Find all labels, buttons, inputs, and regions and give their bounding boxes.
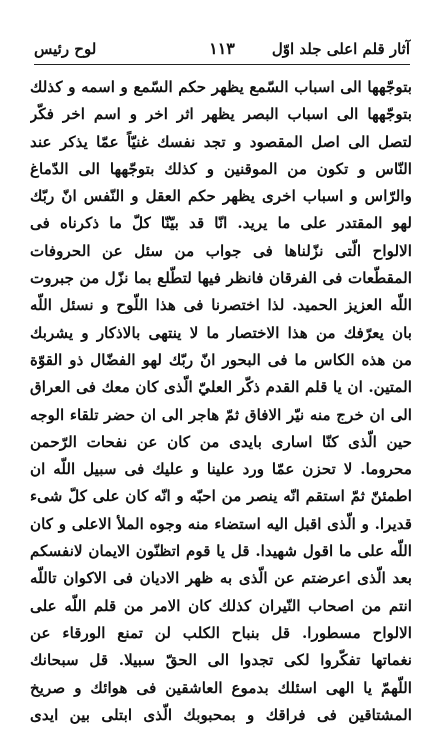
text-line: بتوجّهها الى اسباب البصر يظهر اثر اخر و اسم اخر فكّر (30, 105, 412, 124)
body-text (30, 74, 412, 729)
text-line: المقطّعات فى الفرقان فانظر فيها لتطّلع بما نزّل من جبروت (30, 269, 412, 288)
text-line: بان يعرّفك من هذا الاختصار ما لا ينتهى بالاذكار و يشربك (30, 323, 412, 342)
header-book-title: آثار قلم اعلى جلد اوّل (271, 40, 410, 58)
text-line: حين الّذى كنّا اسارى بايدى من كان عن نفحات الرّحمن (30, 432, 412, 451)
text-line: بعد الّذى اعرضتم عن الّذى به ظهر الاديان فى الاكوان تاللّه (30, 569, 412, 588)
text-line: من هذه الكاس ما فى البحور انّ ربّك لهو الفضّال ذو القوّة (30, 350, 412, 369)
text-line: والرّاس و اسباب اخرى يظهر حكم العقل و النّفس انّ ربّك (30, 187, 412, 206)
text-line: المتين. ان يا قلم القدم ذكّر العليّ الّذى كان معك فى العراق (30, 378, 412, 397)
text-line: اطمئنّ ثمّ استقم انّه ينصر من احبّه و انّه كان على كلّ شىء (30, 487, 412, 506)
text-line: محروما. لا تحزن عمّا ورد علينا و عليك فى سبيل اللّه ان (30, 460, 412, 479)
header-tablet-title: لوح رئيس (34, 40, 97, 58)
text-line: الالواح مسطورا. قل بنباح الكلب لن تمنع الورقاء عن (30, 623, 412, 642)
text-line: بتوجّهها الى اسباب السّمع يظهر حكم السّمع و اسمه و كذلك (30, 78, 412, 96)
text-line: اللّه على ما اقول شهيدا. قل يا قوم اتظنّون الايمان لانفسكم (30, 542, 412, 561)
text-line: لهو المقتدر على ما يريد. انّا قد بيّنّا كلّ ما ذكرناه فى (30, 214, 412, 233)
text-line: الى ان خرج منه نيّر الافاق ثمّ هاجر الى ان حضر تلقاء الوجه (30, 405, 412, 424)
text-line: الالواح الّتى نزّلناها فى جواب من سئل عن الحروفات (30, 241, 412, 260)
text-line: اللّه العزيز الحميد. لذا اختصرنا فى هذا اللّوح و نسئل اللّه (30, 296, 412, 315)
text-line: قديرا. و الّذى اقبل اليه استضاء منه وجوه الملأ الاعلى و كان (30, 514, 412, 533)
text-line: المشتاقين فى فراقك و بمحبوبك الّذى ابتلى بين ايدى (30, 705, 412, 724)
text-line: اللّهمّ يا الهى اسئلك بدموع العاشقين فى هوائك و صريخ (30, 678, 412, 697)
text-line: نغماتها تفكّروا لكى تجدوا الى الحقّ سبيلا. قل سبحانك (30, 651, 412, 670)
page-number: ۱۱۳ (209, 39, 235, 58)
text-line: انتم من اصحاب النّيران كذلك كان الامر من قلم اللّه على (30, 596, 412, 615)
page-header (34, 38, 410, 60)
header-rule (34, 64, 410, 65)
text-line: لتصل الى اصل المقصود و تجد نفسك غنيّاً عمّا يذكر عند (30, 132, 412, 151)
text-line: النّاس و تكون من الموقنين و كذلك بتوجّهها الى الدّماغ (30, 159, 412, 178)
